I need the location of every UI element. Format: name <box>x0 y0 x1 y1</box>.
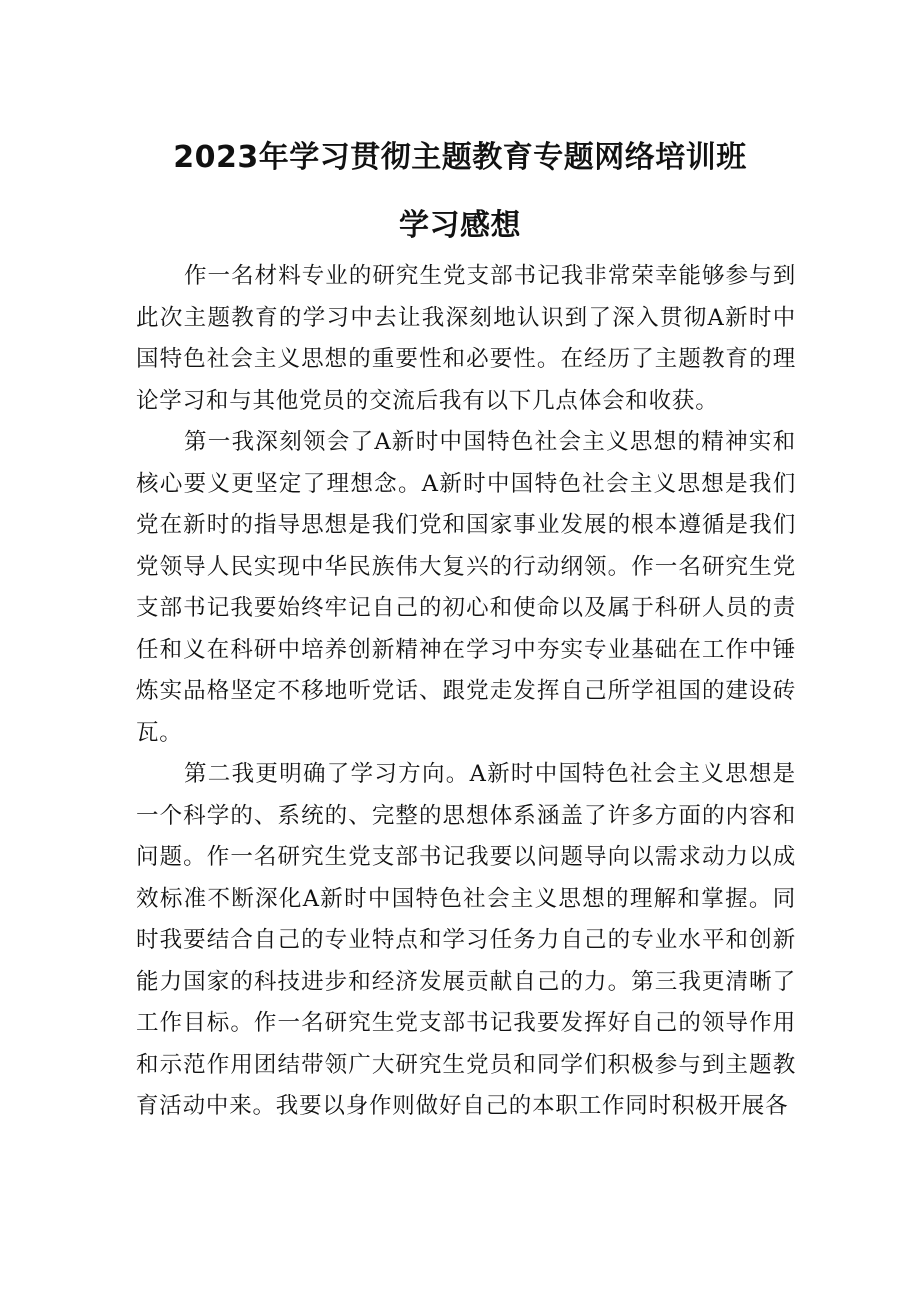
paragraph-intro: 作一名材料专业的研究生党支部书记我非常荣幸能够参与到此次主题教育的学习中去让我深刻地认识到了深入贯彻A新时中国特色社会主义思想的重要性和必要性。在经历了主题教育的理论学习和与其他党员的交流后我有以下几点体会和收获。 <box>136 263 796 414</box>
document-title: 2023年学习贯彻主题教育专题网络培训班 <box>173 140 747 175</box>
paragraph-second-point: 第二我更明确了学习方向。A新时中国特色社会主义思想是一个科学的、系统的、完整的思想体系涵盖了许多方面的内容和问题。作一名研究生党支部书记我要以问题导向以需求动力以成效标准不断深化A新时中国特色社会主义思想的理解和掌握。同时我要结合自己的专业特点和学习任务力自己的专业水平和创新能力国家的科技进步和经济发展贡献自己的力。第三我更清晰了工作目标。作一名研究生党支部书记我要发挥好自己的领导作用和示范作用团结带领广大研究生党员和同学们积极参与到主题教育活动中来。我要以身作则做好自己的本职工作同时积极开展各 <box>136 761 796 1119</box>
paragraph-first-point: 第一我深刻领会了A新时中国特色社会主义思想的精神实和核心要义更坚定了理想念。A新时中国特色社会主义思想是我们党在新时的指导思想是我们党和国家事业发展的根本遵循是我们党领导人民实现中华民族伟大复兴的行动纲领。作一名研究生党支部书记我要始终牢记自己的初心和使命以及属于科研人员的责任和义在科研中培养创新精神在学习中夯实专业基础在工作中锤炼实品格坚定不移地听党话、跟党走发挥自己所学祖国的建设砖瓦。 <box>136 429 796 746</box>
document-body <box>136 256 796 1128</box>
document-subtitle: 学习感想 <box>399 208 521 243</box>
